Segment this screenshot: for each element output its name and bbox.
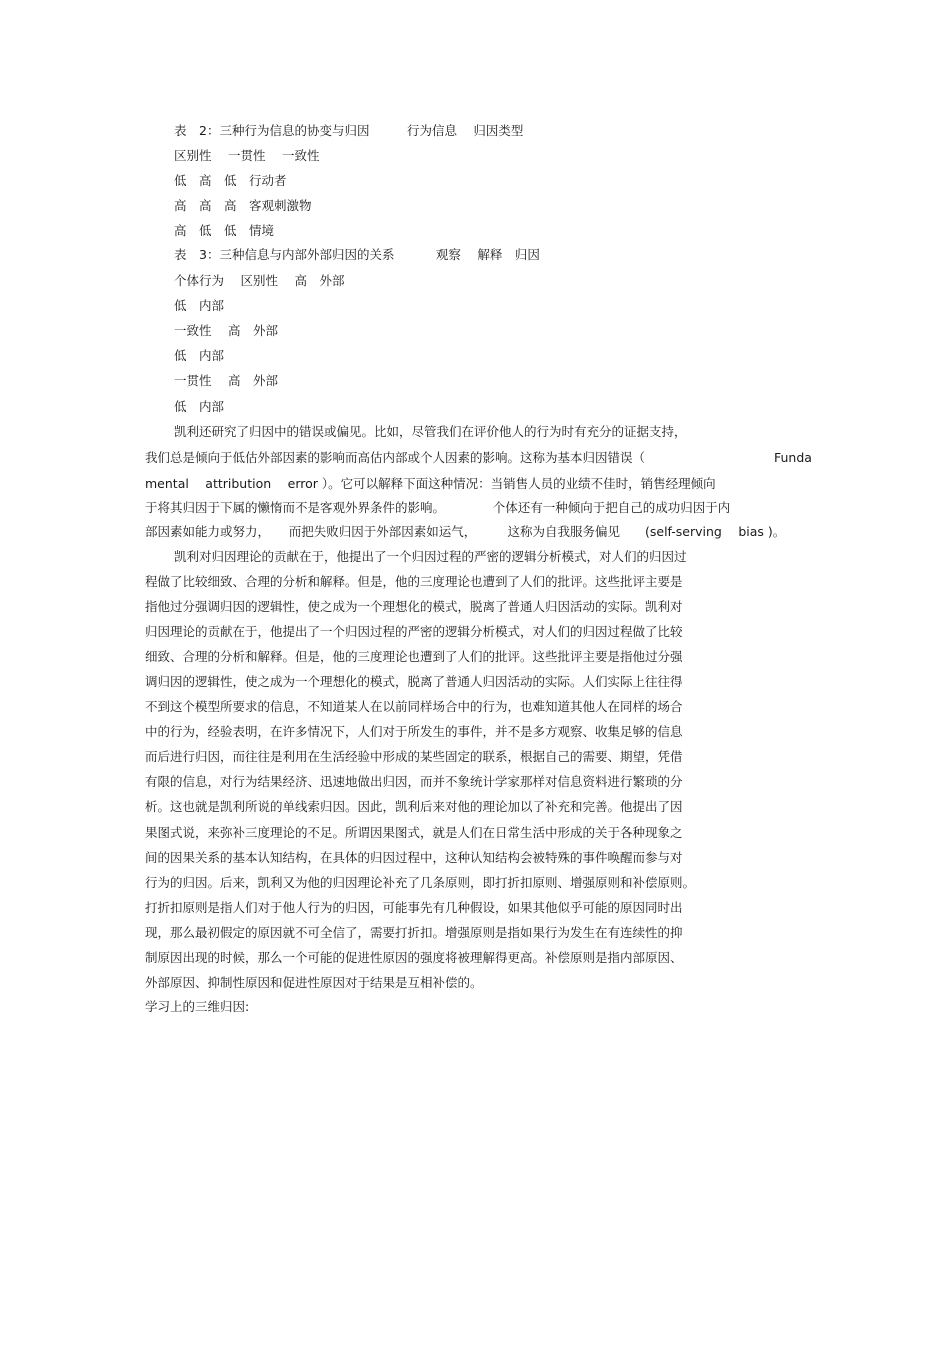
- para2-line: 归因理论的贡献在于，他提出了一个归因过程的严密的逻辑分析模式，对人们的归因过程做了比较: [145, 624, 683, 639]
- para2-line: 打折扣原则是指人们对于他人行为的归因，可能事先有几种假设，如果其他似乎可能的原因同时出: [145, 900, 683, 915]
- para2-line: 现，那么最初假定的原因就不可全信了，需要打折扣。增强原则是指如果行为发生在有连续性的抑: [145, 925, 683, 940]
- para1-line: 于将其归因于下属的懒惰而不是客观外界条件的影响。 个体还有一种倾向于把自己的成功归因于内: [145, 500, 731, 515]
- closing-heading: 学习上的三维归因:: [145, 999, 250, 1014]
- para2-line: 制原因出现的时候，那么一个可能的促进性原因的强度将被理解得更高。补偿原则是指内部原因、: [145, 950, 683, 965]
- table2-row: 低 高 低 行动者: [174, 173, 287, 188]
- para2-line: 而后进行归因，而往往是利用在生活经验中形成的某些固定的联系，根据自己的需要、期望，凭借: [145, 749, 683, 764]
- table3-row: 个体行为 区别性 高 外部: [174, 273, 345, 288]
- para2-line: 指他过分强调归因的逻辑性，使之成为一个理想化的模式，脱离了普通人归因活动的实际。凯利对: [145, 599, 683, 614]
- table3-row: 一致性 高 外部: [174, 323, 278, 338]
- para2-line: 果图式说，来弥补三度理论的不足。所谓因果图式，就是人们在日常生活中形成的关于各种现象之: [145, 825, 683, 840]
- para1-line: 我们总是倾向于低估外部因素的影响而高估内部或个人因素的影响。这称为基本归因错误（ Funda: [145, 450, 812, 465]
- para2-line: 不到这个模型所要求的信息，不知道某人在以前同样场合中的行为，也难知道其他人在同样的场合: [145, 699, 683, 714]
- para2-line: 析。这也就是凯利所说的单线索归因。因此，凯利后来对他的理论加以了补充和完善。他提出了因: [145, 799, 683, 814]
- table3-row: 一贯性 高 外部: [174, 373, 278, 388]
- para2-line: 程做了比较细致、合理的分析和解释。但是，他的三度理论也遭到了人们的批评。这些批评主要是: [145, 574, 683, 589]
- para2-line: 有限的信息，对行为结果经济、迅速地做出归因，而并不象统计学家那样对信息资料进行繁琐的分: [145, 774, 683, 789]
- para1-line: 凯利还研究了归因中的错误或偏见。比如，尽管我们在评价他人的行为时有充分的证据支持，: [174, 424, 687, 439]
- table3-row: 低 内部: [174, 298, 225, 313]
- para2-line: 间的因果关系的基本认知结构，在具体的归因过程中，这种认知结构会被特殊的事件唤醒而参与对: [145, 850, 683, 865]
- para2-line: 外部原因、抑制性原因和促进性原因对于结果是互相补偿的。: [145, 975, 483, 990]
- table2-row: 高 低 低 情境: [174, 223, 275, 238]
- table2-row: 高 高 高 客观刺激物: [174, 198, 312, 213]
- table3-title: 表 3：三种信息与内部外部归因的关系 观察 解释 归因: [174, 247, 540, 262]
- para2-line: 调归因的逻辑性，使之成为一个理想化的模式，脱离了普通人归因活动的实际。人们实际上往往得: [145, 674, 683, 689]
- para2-line: 行为的归因。后来，凯利又为他的归因理论补充了几条原则，即打折扣原则、增强原则和补偿原则。: [145, 875, 696, 890]
- table3-row: 低 内部: [174, 399, 225, 414]
- para1-line: 部因素如能力或努力， 而把失败归因于外部因素如运气， 这称为自我服务偏见 (self-serving bias )。: [145, 524, 786, 539]
- table2-title: 表 2：三种行为信息的协变与归因 行为信息 归因类型: [174, 123, 524, 138]
- para2-line: 中的行为，经验表明，在许多情况下，人们对于所发生的事件，并不是多方观察、收集足够的信息: [145, 724, 683, 739]
- para2-line: 凯利对归因理论的贡献在于，他提出了一个归因过程的严密的逻辑分析模式，对人们的归因过: [174, 549, 687, 564]
- para1-line: mental attribution error ）。它可以解释下面这种情况：当销售人员的业绩不佳时，销售经理倾向: [145, 476, 716, 491]
- table2-header: 区别性 一贯性 一致性: [174, 148, 320, 163]
- table3-row: 低 内部: [174, 348, 225, 363]
- para2-line: 细致、合理的分析和解释。但是，他的三度理论也遭到了人们的批评。这些批评主要是指他过分强: [145, 649, 683, 664]
